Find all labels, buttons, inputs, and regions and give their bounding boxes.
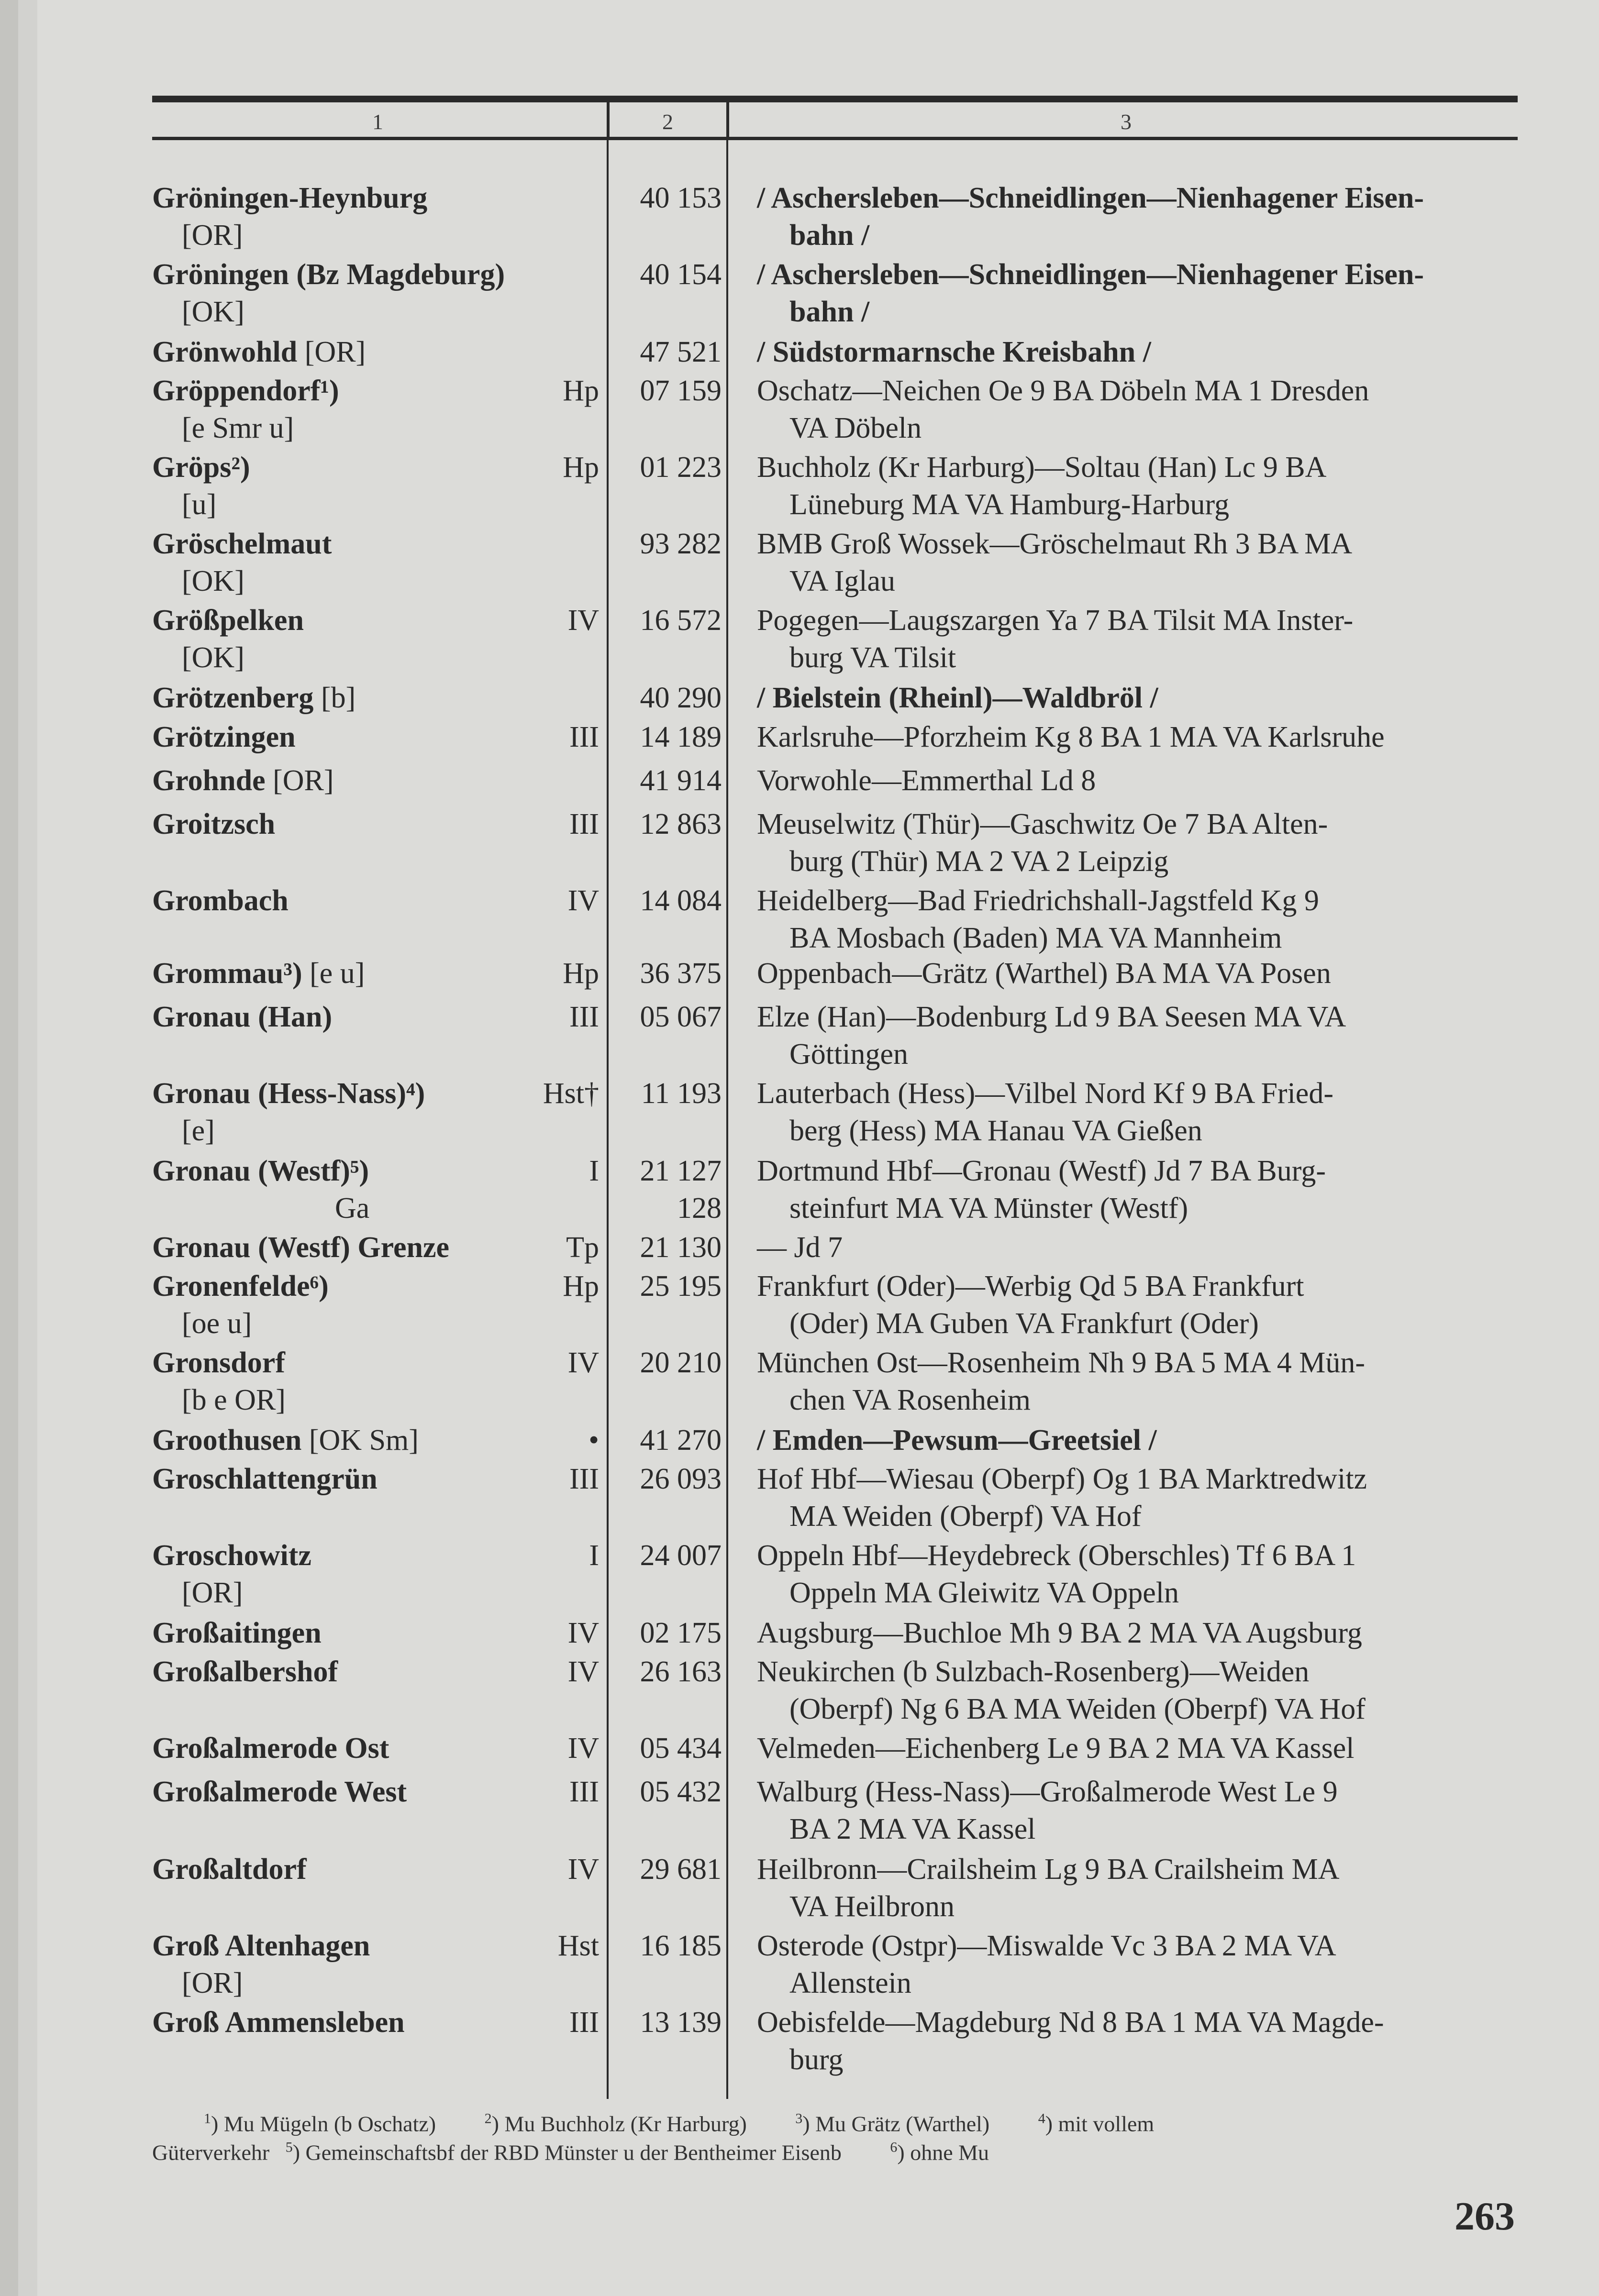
route-info-line: chen VA Rosenheim <box>789 1384 1031 1416</box>
station-name-cell <box>152 1730 573 1767</box>
station-code-line: 41 270 <box>640 1424 722 1457</box>
station-class: III <box>569 1776 599 1808</box>
station-name-cell <box>152 1614 573 1652</box>
station-name: Gronau (Hess-Nass)⁴) <box>152 1077 425 1110</box>
station-code-line: 12 863 <box>640 808 722 840</box>
station-code-line: 40 154 <box>640 258 722 291</box>
station-code-line: 41 914 <box>640 764 722 797</box>
station-class: Hst† <box>543 1077 599 1110</box>
station-marker: [OK] <box>182 641 244 674</box>
footnote-4: mit vollem <box>1058 2111 1155 2136</box>
station-code-line: 14 189 <box>640 721 722 753</box>
route-info-line: Karlsruhe—Pforzheim Kg 8 BA 1 MA VA Karlsruhe <box>757 721 1385 753</box>
station-marker: [u] <box>182 488 217 521</box>
station-class: I <box>589 1155 599 1187</box>
station-code <box>607 882 722 919</box>
station-name-cell <box>152 1653 573 1690</box>
route-info <box>757 1460 1522 1535</box>
route-info <box>757 679 1522 717</box>
footnote-4-cont: Güterverkehr <box>152 2140 270 2165</box>
station-code <box>607 1460 722 1498</box>
station-marker: [e u] <box>302 957 365 990</box>
route-info-line: steinfurt MA VA Münster (Westf) <box>789 1192 1188 1225</box>
station-code-line: 25 195 <box>640 1270 722 1303</box>
station-code <box>607 2004 722 2041</box>
route-info-line: Vorwohle—Emmerthal Ld 8 <box>757 764 1096 797</box>
footnote-6: ohne Mu <box>910 2140 989 2165</box>
route-info <box>757 333 1522 371</box>
station-code <box>607 179 722 217</box>
route-info-line: Walburg (Hess-Nass)—Großalmerode West Le 9 <box>757 1776 1338 1808</box>
station-class: Hp <box>563 451 599 484</box>
route-info-line: Heidelberg—Bad Friedrichshall-Jagstfeld Kg 9 <box>757 884 1319 917</box>
route-info-line: burg (Thür) MA 2 VA 2 Leipzig <box>789 845 1169 878</box>
station-class: III <box>569 2006 599 2039</box>
station-name-cell <box>152 1773 573 1810</box>
route-info-line: Buchholz (Kr Harburg)—Soltau (Han) Lc 9 BA <box>757 451 1327 484</box>
station-code <box>607 679 722 717</box>
station-name-cell <box>152 179 573 254</box>
station-name: Gröps²) <box>152 451 250 484</box>
station-name: Grötzingen <box>152 721 296 753</box>
route-info-line: Dortmund Hbf—Gronau (Westf) Jd 7 BA Burg- <box>757 1155 1326 1187</box>
station-class: IV <box>567 884 599 917</box>
station-marker: [e] <box>182 1115 215 1147</box>
station-code-line: 05 067 <box>640 1001 722 1033</box>
station-code-line: 21 127 <box>640 1155 722 1187</box>
route-info-line: BA Mosbach (Baden) MA VA Mannheim <box>789 922 1282 954</box>
station-code <box>607 718 722 756</box>
station-class: I <box>589 1539 599 1572</box>
route-info-line: Neukirchen (b Sulzbach-Rosenberg)—Weiden <box>757 1656 1310 1688</box>
station-class-secondary: Ga <box>335 1192 370 1225</box>
station-code-line: 11 193 <box>641 1077 722 1110</box>
station-code <box>607 602 722 639</box>
station-code <box>607 1229 722 1266</box>
station-name: Groschlattengrün <box>152 1463 378 1495</box>
station-name-cell <box>152 1268 573 1342</box>
station-class: IV <box>567 1617 599 1649</box>
station-name: Gröningen (Bz Magdeburg) <box>152 258 505 291</box>
route-info <box>757 2004 1522 2078</box>
station-code <box>607 372 722 409</box>
station-name-cell <box>152 762 573 799</box>
station-marker: [oe u] <box>182 1307 252 1340</box>
station-marker: [OR] <box>182 1577 243 1609</box>
route-info-line: Oebisfelde—Magdeburg Nd 8 BA 1 MA VA Magde- <box>757 2006 1384 2039</box>
station-code <box>607 1773 722 1810</box>
station-code <box>607 955 722 992</box>
route-info <box>757 998 1522 1073</box>
station-name: Großaitingen <box>152 1617 322 1649</box>
station-code-line: 05 434 <box>640 1732 722 1765</box>
station-marker: [OK Sm] <box>301 1424 419 1457</box>
route-info-line: burg VA Tilsit <box>789 641 956 674</box>
station-name-cell <box>152 882 573 919</box>
route-info-line: MA Weiden (Oberpf) VA Hof <box>789 1500 1142 1533</box>
station-code-line: 01 223 <box>640 451 722 484</box>
station-name: Gröppendorf¹) <box>152 375 339 407</box>
route-info-line: VA Döbeln <box>789 412 922 444</box>
station-code-line: 16 572 <box>640 604 722 637</box>
footnote-1: Mu Mügeln (b Oschatz) <box>223 2111 436 2136</box>
station-code <box>607 1268 722 1305</box>
station-name-cell <box>152 955 573 992</box>
station-code-line: 128 <box>677 1192 722 1225</box>
station-marker: [OR] <box>297 336 366 368</box>
station-name: Groitzsch <box>152 808 276 840</box>
station-name: Gronau (Westf) Grenze <box>152 1231 450 1264</box>
station-name-cell <box>152 806 573 843</box>
station-marker: [OR] <box>182 1967 243 1999</box>
route-info-line: Velmeden—Eichenberg Le 9 BA 2 MA VA Kassel <box>757 1732 1355 1765</box>
station-class: Tp <box>566 1231 599 1264</box>
station-name-cell <box>152 372 573 447</box>
header-col-2: 2 <box>662 110 673 134</box>
station-name: Grönwohld <box>152 336 298 368</box>
route-info-line: München Ost—Rosenheim Nh 9 BA 5 MA 4 Mün- <box>757 1347 1365 1379</box>
route-info-line: VA Heilbronn <box>789 1890 955 1923</box>
route-info-line: Oschatz—Neichen Oe 9 BA Döbeln MA 1 Dresden <box>757 375 1369 407</box>
station-name: Groschowitz <box>152 1539 311 1572</box>
route-info-line: Meuselwitz (Thür)—Gaschwitz Oe 7 BA Alten- <box>757 808 1328 840</box>
footnote-3: Mu Grätz (Warthel) <box>815 2111 990 2136</box>
station-name: Groß Altenhagen <box>152 1930 370 1962</box>
station-name: Groß Ammensleben <box>152 2006 405 2039</box>
station-name-cell <box>152 333 573 371</box>
route-info-line: Augsburg—Buchloe Mh 9 BA 2 MA VA Augsburg <box>757 1617 1362 1649</box>
route-info <box>757 1851 1522 1925</box>
station-code-line: 26 163 <box>640 1656 722 1688</box>
header-col-3: 3 <box>1121 110 1132 134</box>
route-info-line: — Jd 7 <box>757 1231 843 1264</box>
station-marker: [OK] <box>182 296 244 328</box>
route-info <box>757 372 1522 447</box>
route-info-line: VA Iglau <box>789 565 896 597</box>
station-class: • <box>589 1424 599 1457</box>
station-name-cell <box>152 1075 573 1149</box>
footnotes-line-2: Güterverkehr $^5$) Gemeinschaftsbf der RBD Münster u der Bentheimer Eisenb $^6$) ohne Mu <box>152 2140 989 2165</box>
route-info-line: / Aschersleben—Schneidlingen—Nienhagener Eisen- <box>757 182 1424 214</box>
station-marker: [OR] <box>182 219 243 252</box>
route-info-line: / Bielstein (Rheinl)—Waldbröl / <box>757 682 1158 714</box>
station-code <box>607 762 722 799</box>
station-class: Hp <box>563 1270 599 1303</box>
station-name-cell <box>152 449 573 523</box>
station-code <box>607 1851 722 1888</box>
station-code-line: 40 153 <box>640 182 722 214</box>
station-code <box>607 449 722 486</box>
station-class: III <box>569 1463 599 1495</box>
station-name-cell <box>152 1422 573 1459</box>
route-info-line: Oppenbach—Grätz (Warthel) BA MA VA Posen <box>757 957 1331 990</box>
route-info-line: Göttingen <box>789 1038 908 1071</box>
station-name-cell <box>152 1927 573 2002</box>
route-info <box>757 179 1522 254</box>
station-code-line: 24 007 <box>640 1539 722 1572</box>
station-code <box>607 1730 722 1767</box>
station-name-cell <box>152 718 573 756</box>
station-code-line: 47 521 <box>640 336 722 368</box>
station-name-cell <box>152 525 573 600</box>
station-marker: [OK] <box>182 565 244 597</box>
route-info-line: Pogegen—Laugszargen Ya 7 BA Tilsit MA Inster- <box>757 604 1354 637</box>
station-name: Groothusen <box>152 1424 302 1457</box>
footnote-2: Mu Buchholz (Kr Harburg) <box>504 2111 747 2136</box>
route-info-line: Oppeln Hbf—Heydebreck (Oberschles) Tf 6 BA 1 <box>757 1539 1356 1572</box>
station-code-line: 29 681 <box>640 1853 722 1886</box>
route-info-line: Lüneburg MA VA Hamburg-Harburg <box>789 488 1230 521</box>
station-name: Grombach <box>152 884 289 917</box>
station-name: Gronau (Han) <box>152 1001 333 1033</box>
header-col-1: 1 <box>372 110 383 134</box>
route-info-line: Elze (Han)—Bodenburg Ld 9 BA Seesen MA VA <box>757 1001 1346 1033</box>
station-name-cell <box>152 256 573 331</box>
station-class: IV <box>567 1853 599 1886</box>
route-info-line: Lauterbach (Hess)—Vilbel Nord Kf 9 BA Fried- <box>757 1077 1333 1110</box>
route-info-line: / Südstormarnsche Kreisbahn / <box>757 336 1151 368</box>
station-code <box>607 998 722 1036</box>
station-name: Großaltdorf <box>152 1853 307 1886</box>
station-name-cell <box>152 1851 573 1888</box>
station-code <box>607 1537 722 1574</box>
route-info-line: (Oberpf) Ng 6 BA MA Weiden (Oberpf) VA Hof <box>789 1693 1366 1725</box>
station-name: Großalmerode West <box>152 1776 407 1808</box>
station-code <box>607 1653 722 1690</box>
station-class: III <box>569 1001 599 1033</box>
route-info <box>757 1268 1522 1342</box>
route-info <box>757 1075 1522 1149</box>
footnote-5: Gemeinschaftsbf der RBD Münster u der Bentheimer Eisenb <box>305 2140 842 2165</box>
station-name-cell <box>152 998 573 1036</box>
route-info-line: / Aschersleben—Schneidlingen—Nienhagener Eisen- <box>757 258 1424 291</box>
route-info <box>757 525 1522 600</box>
station-code <box>607 1614 722 1652</box>
route-info-line: BA 2 MA VA Kassel <box>789 1813 1036 1845</box>
station-code <box>607 1422 722 1459</box>
route-info-line: bahn / <box>789 219 870 252</box>
route-info-line: bahn / <box>789 296 870 328</box>
route-info-line: (Oder) MA Guben VA Frankfurt (Oder) <box>789 1307 1259 1340</box>
station-marker: [b e OR] <box>182 1384 286 1416</box>
station-name: Gronenfelde⁶) <box>152 1270 329 1303</box>
station-marker: [b] <box>313 682 356 714</box>
station-class: Hp <box>563 957 599 990</box>
route-info-line: Osterode (Ostpr)—Miswalde Vc 3 BA 2 MA VA <box>757 1930 1336 1962</box>
station-class: IV <box>567 1732 599 1765</box>
station-name-cell <box>152 602 573 676</box>
station-name-cell <box>152 1537 573 1612</box>
route-info-line: BMB Groß Wossek—Gröschelmaut Rh 3 BA MA <box>757 528 1353 560</box>
route-info <box>757 1730 1522 1767</box>
route-info-line: berg (Hess) MA Hanau VA Gießen <box>789 1115 1202 1147</box>
station-code-line: 20 210 <box>640 1347 722 1379</box>
route-info <box>757 1344 1522 1419</box>
route-info-line: Hof Hbf—Wiesau (Oberpf) Og 1 BA Marktredwitz <box>757 1463 1367 1495</box>
footnotes-line-1: $^1$) Mu Mügeln (b Oschatz) $^2$) Mu Buchholz (Kr Harburg) $^3$) Mu Grätz (Warthel) $^4$) mit vollem <box>204 2111 1155 2136</box>
route-info <box>757 1422 1522 1459</box>
station-name-cell <box>152 1229 573 1266</box>
route-info <box>757 1537 1522 1612</box>
station-name: Grommau³) <box>152 957 302 990</box>
station-name-cell <box>152 1460 573 1498</box>
route-info <box>757 256 1522 331</box>
station-name: Großalbershof <box>152 1656 338 1688</box>
station-name-cell <box>152 1152 573 1190</box>
route-info <box>757 806 1522 880</box>
station-name: Grötzenberg <box>152 682 314 714</box>
station-class: IV <box>567 604 599 637</box>
station-code-line: 13 139 <box>640 2006 722 2039</box>
station-code <box>607 1344 722 1381</box>
route-info <box>757 882 1522 957</box>
route-info <box>757 1229 1522 1266</box>
station-name: Gronau (Westf)⁵) <box>152 1155 369 1187</box>
station-name-cell <box>152 1344 573 1419</box>
station-name: Gröningen-Heynburg <box>152 182 428 214</box>
station-code <box>607 1075 722 1112</box>
station-class: Hp <box>563 375 599 407</box>
station-code-line: 05 432 <box>640 1776 722 1808</box>
route-info <box>757 602 1522 676</box>
station-code-line: 14 084 <box>640 884 722 917</box>
station-class: III <box>569 721 599 753</box>
route-info-line: Frankfurt (Oder)—Werbig Qd 5 BA Frankfurt <box>757 1270 1304 1303</box>
station-code-line: 02 175 <box>640 1617 722 1649</box>
route-info <box>757 1773 1522 1848</box>
station-class: Hst <box>557 1930 599 1962</box>
route-info <box>757 955 1522 992</box>
station-code-line: 40 290 <box>640 682 722 714</box>
station-name: Großalmerode Ost <box>152 1732 389 1765</box>
station-name: Größpelken <box>152 604 304 637</box>
route-info-line: Oppeln MA Gleiwitz VA Oppeln <box>789 1577 1179 1609</box>
route-info <box>757 1927 1522 2002</box>
station-marker: [e Smr u] <box>182 412 294 444</box>
route-info-line: burg <box>789 2043 844 2076</box>
station-name: Grohnde <box>152 764 266 797</box>
station-class: III <box>569 808 599 840</box>
station-class: IV <box>567 1656 599 1688</box>
station-code-line: 93 282 <box>640 528 722 560</box>
station-code <box>607 1927 722 1965</box>
station-class: IV <box>567 1347 599 1379</box>
route-info <box>757 718 1522 756</box>
route-info <box>757 1152 1522 1227</box>
page-number: 263 <box>1455 2194 1515 2239</box>
route-info-line: / Emden—Pewsum—Greetsiel / <box>757 1424 1157 1457</box>
station-code-line: 21 130 <box>640 1231 722 1264</box>
route-info <box>757 1614 1522 1652</box>
station-code <box>607 256 722 293</box>
station-code <box>607 806 722 843</box>
station-name: Gröschelmaut <box>152 528 332 560</box>
station-code-line: 16 185 <box>640 1930 722 1962</box>
station-name-cell <box>152 679 573 717</box>
route-info <box>757 762 1522 799</box>
station-code-line: 07 159 <box>640 375 722 407</box>
station-code-line: 36 375 <box>640 957 722 990</box>
route-info <box>757 1653 1522 1728</box>
station-code <box>607 525 722 563</box>
station-code-line: 26 093 <box>640 1463 722 1495</box>
station-name: Gronsdorf <box>152 1347 285 1379</box>
route-info <box>757 449 1522 523</box>
station-name-cell <box>152 2004 573 2041</box>
station-code <box>607 333 722 371</box>
route-info-line: Allenstein <box>789 1967 911 1999</box>
station-code <box>607 1152 722 1227</box>
station-marker: [OR] <box>265 764 334 797</box>
route-info-line: Heilbronn—Crailsheim Lg 9 BA Crailsheim MA <box>757 1853 1340 1886</box>
